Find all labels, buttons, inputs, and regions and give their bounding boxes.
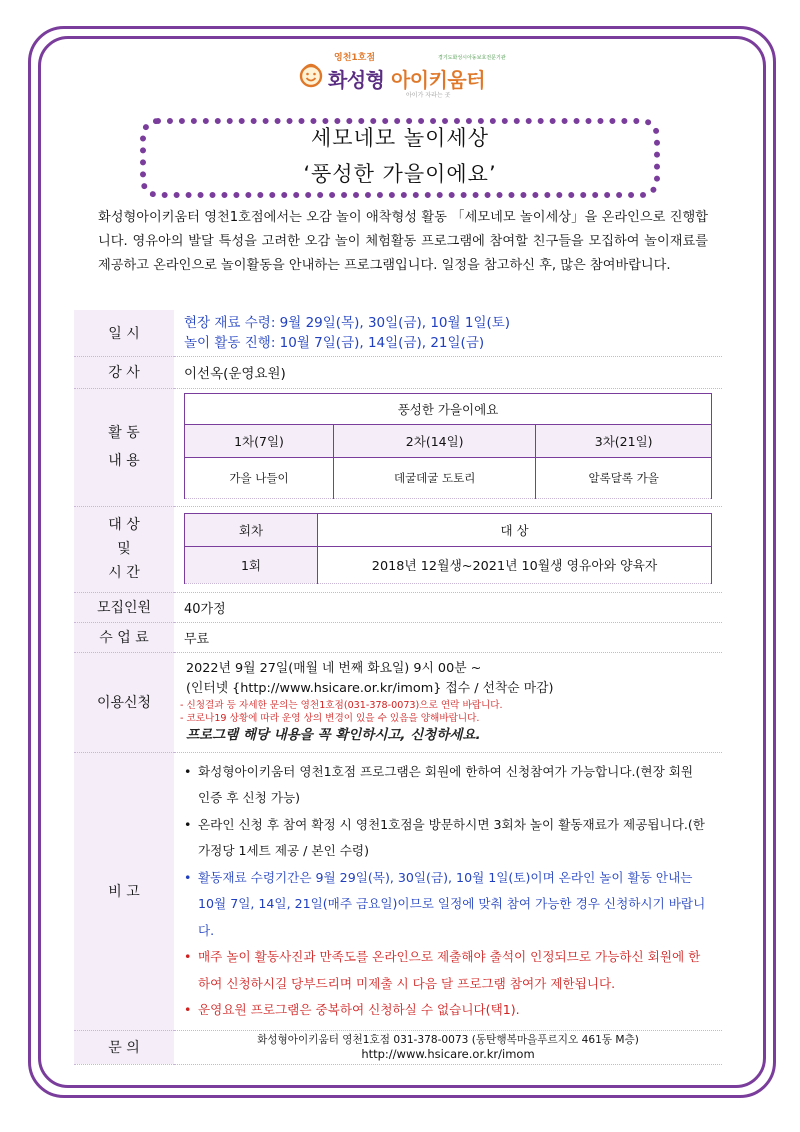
target-col1-header: 회차 [185,513,318,546]
activity-round-1: 1차(7일) [185,425,334,458]
label-capacity: 모집인원 [74,592,174,622]
contact-value [174,1030,722,1064]
apply-note-covid: - 코로나19 상황에 따라 운영 상의 변경이 있을 수 있음을 양해바랍니다. [180,713,480,724]
row-remarks [74,752,722,1030]
row-target [74,506,722,592]
activity-round-2: 2차(14일) [334,425,536,458]
page-subtitle: ‘풍성한 가을이에요’ [303,162,497,186]
apply-method: (인터넷 {http://www.hsicare.or.kr/imom} 접수 / 선착순 마감) [186,681,554,696]
logo-branch: 영천1호점 [334,53,376,63]
row-apply [74,652,722,752]
remark-materials: • 온라인 신청 후 참여 확정 시 영천1호점을 방문하시면 3회차 놀이 활동재료가 제공됩니다.(한 가정당 1세트 제공 / 본인 수령) [178,812,708,865]
label-activity: 활 동 내 용 [74,388,174,506]
schedule-value [174,310,722,356]
row-fee [74,622,722,652]
instructor-value: 이선옥(운영요원) [174,356,722,388]
apply-value [174,652,722,752]
contact-address: 화성형아이키움터 영천1호점 031-378-0073 (동탄행복마을푸르지오 461동 M층) [257,1033,639,1046]
activity-content-3: 알록달록 가을 [536,458,712,499]
activity-content-1: 가을 나들이 [185,458,334,499]
activity-round-3: 3차(21일) [536,425,712,458]
activity-header: 풍성한 가을이에요 [185,394,712,425]
logo-wordmark: 화성형 아이키움터 [328,68,486,92]
capacity-value: 40가정 [174,592,722,622]
remark-membership: • 화성형아이키움터 영천1호점 프로그램은 회원에 한하여 신청참여가 가능합니다.(현장 회원 인증 후 신청 가능) [178,759,708,812]
label-apply: 이용신청 [74,652,174,752]
schedule-activity: 놀이 활동 진행: 10월 7일(금), 14일(금), 21일(금) [184,334,485,351]
activity-value [174,388,722,506]
target-col2-value: 2018년 12월생~2021년 10월생 영유아와 양육자 [318,546,712,583]
fee-value: 무료 [174,622,722,652]
intro-paragraph: 화성형아이키움터 영천1호점에서는 오감 놀이 애착형성 활동 「세모네모 놀이세상」을 온라인으로 진행합니다. 영유아의 발달 특성을 고려한 오감 놀이 체험활동 프로그램에 참여할 친구들을 모집하여 놀이재료를 제공하고 온라인으로 놀이활동을 안내하는 프로그램입니다. 일정을 참고하신 후, 많은 참여바랍니다. [98,210,708,273]
label-contact: 문 의 [74,1030,174,1064]
smile-face-icon [298,62,324,88]
remark-attendance: • 매주 놀이 활동사진과 만족도를 온라인으로 제출해야 출석이 인정되므로 가능하신 회원에 한하여 신청하시길 당부드리며 미제출 시 다음 달 프로그램 참여가 제한됩니다. [178,944,708,997]
label-schedule: 일 시 [74,310,174,356]
page-title: 세모네모 놀이세상 [311,126,489,150]
label-remarks: 비 고 [74,752,174,1030]
target-value [174,506,722,592]
logo [298,48,528,106]
row-activity [74,388,722,506]
activity-content-2: 데굴데굴 도토리 [334,458,536,499]
apply-date: 2022년 9월 27일(매월 네 번째 화요일) 9시 00분 ~ [186,661,482,676]
target-table [184,513,712,584]
row-instructor [74,356,722,388]
activity-table [184,393,712,499]
target-col2-header: 대 상 [318,513,712,546]
row-contact [74,1030,722,1064]
logo-org: 경기도화성시아동보호전문기관 [438,55,506,61]
apply-note-contact: - 신청결과 등 자세한 문의는 영천1호점(031-378-0073)으로 연락 바랍니다. [180,700,503,711]
target-col1-value: 1회 [185,546,318,583]
label-target: 대 상 및 시 간 [74,506,174,592]
contact-url[interactable]: http://www.hsicare.or.kr/imom [361,1046,535,1061]
program-info-table [74,310,722,1065]
label-fee: 수 업 료 [74,622,174,652]
row-capacity [74,592,722,622]
schedule-pickup: 현장 재료 수령: 9월 29일(목), 30일(금), 10월 1일(토) [184,314,511,331]
row-schedule [74,310,722,356]
apply-emphasis: 프로그램 해당 내용을 꼭 확인하시고, 신청하세요. [186,727,481,743]
remark-schedule: • 활동재료 수령기간은 9월 29일(목), 30일(금), 10월 1일(토)이며 온라인 놀이 활동 안내는 10월 7일, 14일, 21일(매주 금요일)이므로 일정에 맞춰 참여 가능한 경우 신청하시기 바랍니다. [178,865,708,945]
label-instructor: 강 사 [74,356,174,388]
logo-tagline: 아이가 자라는 곳 [406,92,451,99]
remark-duplicate: • 운영요원 프로그램은 중복하여 신청하실 수 없습니다(택1). [178,997,708,1024]
remarks-value [174,752,722,1030]
